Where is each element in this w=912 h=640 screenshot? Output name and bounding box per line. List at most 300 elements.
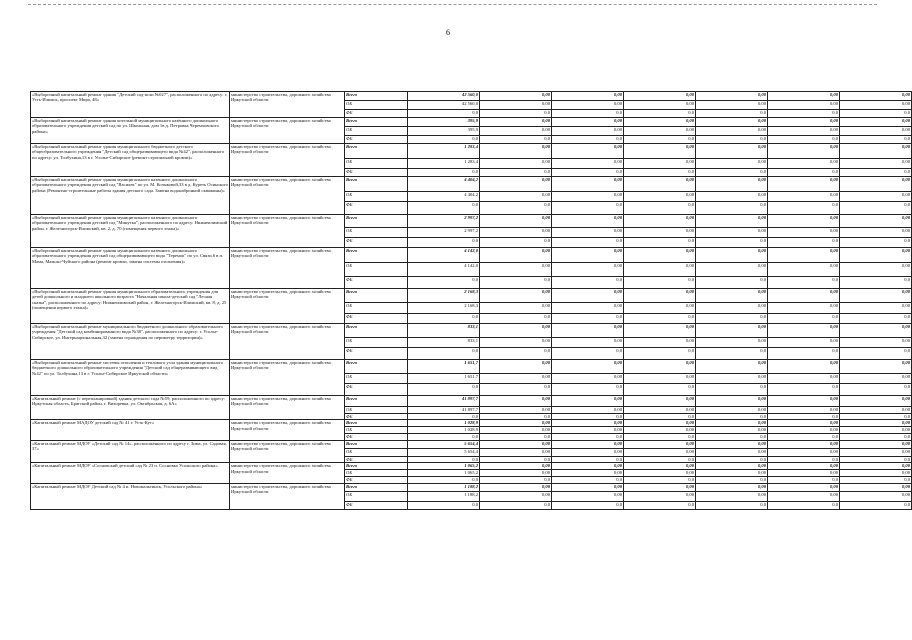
project-total-row (31, 483, 912, 491)
amount-cell: 0,0 (480, 238, 552, 248)
amount-cell: 0,00 (768, 101, 840, 110)
funding-source-label: ФБ (345, 202, 408, 215)
amount-cell: 0,00 (480, 101, 552, 110)
amount-cell: 0,0 (768, 384, 840, 396)
amount-cell: 0,00 (768, 420, 840, 427)
amount-cell: 0,00 (624, 324, 696, 338)
amount-cell: 0,0 (480, 456, 552, 462)
responsible-executor: министерство строительства, дорожного хозяйства Иркутской области (230, 215, 345, 248)
project-total-row (31, 248, 912, 263)
amount-cell: 0,00 (768, 448, 840, 456)
amount-cell: 0,00 (552, 374, 624, 384)
funding-source-label: Всего (345, 420, 408, 427)
scan-edge-rule (28, 4, 877, 5)
funding-source-label: Всего (345, 360, 408, 374)
project-total-row (31, 118, 912, 127)
amount-cell: 0,0 (552, 238, 624, 248)
amount-cell: 0,0 (696, 110, 768, 118)
amount-cell: 0,00 (768, 159, 840, 169)
project-description: «Выборочный капитальный ремонт здания муниципального казенного дошкольного образовательного учреждения детский сад "Минутка", расположенного по адресу: Нижнеилимский район, г. Железногорск-Илимский, кв. 2, д. 70 (помещения первого этажа)» (31, 215, 230, 248)
amount-cell: 0,00 (696, 338, 768, 348)
amount-cell: 0,00 (624, 101, 696, 110)
funding-source-label: ОБ (345, 159, 408, 169)
project-description: «Выборочный капитальный ремонт здания муниципального казенного дошкольного образовательного учреждения детский сад общеразвивающего вида "Теремок" по ул. Связи,6 в п. Мама, Мамско-Чуйского района (ремонт кровли, замена системы отопления)» (31, 248, 230, 289)
amount-cell: 0,00 (624, 374, 696, 384)
amount-cell: 0,0 (696, 348, 768, 360)
amount-cell: 0,00 (624, 289, 696, 303)
amount-cell: 0,00 (840, 215, 912, 228)
amount-cell: 0,0 (696, 277, 768, 289)
amount-cell: 0,00 (552, 192, 624, 202)
responsible-executor: министерство строительства, дорожного хозяйства Иркутской области (230, 289, 345, 324)
amount-cell: 0,00 (480, 159, 552, 169)
project-total-row (31, 360, 912, 374)
amount-cell: 0,00 (624, 470, 696, 477)
amount-cell: 0,0 (480, 477, 552, 483)
amount-cell: 0,00 (480, 248, 552, 263)
amount-cell: 0,00 (696, 483, 768, 491)
amount-cell: 0,00 (624, 192, 696, 202)
amount-cell: 0,0 (480, 277, 552, 289)
amount-cell: 1 065,2 (408, 463, 480, 470)
amount-cell: 0,0 (624, 277, 696, 289)
amount-cell: 0,00 (624, 144, 696, 159)
amount-cell: 0,00 (552, 470, 624, 477)
amount-cell: 0,00 (552, 407, 624, 414)
responsible-executor: министерство строительства, дорожного хозяйства Иркутской области (230, 483, 345, 509)
funding-source-label: Всего (345, 118, 408, 127)
amount-cell: 0,0 (768, 414, 840, 420)
amount-cell: 0,00 (552, 483, 624, 491)
amount-cell: 0,0 (696, 136, 768, 144)
amount-cell: 0,00 (840, 396, 912, 407)
amount-cell: 0,0 (768, 456, 840, 462)
amount-cell: 0,0 (480, 384, 552, 396)
amount-cell: 0,0 (624, 414, 696, 420)
amount-cell: 0,00 (624, 215, 696, 228)
funding-source-label: ФБ (345, 110, 408, 118)
amount-cell: 4 142,0 (408, 248, 480, 263)
amount-cell: 1 028,9 (408, 427, 480, 434)
amount-cell: 0,00 (768, 440, 840, 448)
amount-cell: 0,00 (480, 407, 552, 414)
amount-cell: 0,00 (840, 92, 912, 101)
project-description: «Капитальный ремонт МДОУ «Детский сад № 14», расположенного по адресу г. Зима, ул. Садовая, 37» (31, 440, 230, 462)
amount-cell: 0,00 (624, 448, 696, 456)
funding-source-label: ОБ (345, 338, 408, 348)
amount-cell: 0,00 (840, 303, 912, 314)
amount-cell: 0,00 (480, 215, 552, 228)
amount-cell: 0,00 (768, 289, 840, 303)
responsible-executor: министерство строительства, дорожного хозяйства Иркутской области (230, 324, 345, 360)
amount-cell: 0,00 (696, 248, 768, 263)
amount-cell: 0,0 (768, 348, 840, 360)
amount-cell: 0,0 (696, 384, 768, 396)
project-description: «Выборочный капитальный ремонт здания муниципального казенного дошкольного образовательного учреждения детский сад "Василек" по ул. М. Козыковой,33 в д. Куреть Осинского района (Ремонтно-строительные работы здания детского сада. Замена водонабронной скважины)» (31, 177, 230, 215)
amount-cell: 0,00 (696, 440, 768, 448)
funding-source-label: ФБ (345, 169, 408, 177)
amount-cell: 0,00 (480, 360, 552, 374)
funding-source-label: ОБ (345, 491, 408, 501)
amount-cell: 0,00 (768, 215, 840, 228)
amount-cell: 0,00 (480, 491, 552, 501)
funding-source-label: ОБ (345, 427, 408, 434)
amount-cell: 0,00 (624, 491, 696, 501)
amount-cell: 0,00 (552, 228, 624, 238)
amount-cell: 0,00 (768, 338, 840, 348)
funding-source-label: ФБ (345, 477, 408, 483)
amount-cell: 0,0 (624, 136, 696, 144)
project-total-row (31, 215, 912, 228)
amount-cell: 0,00 (696, 127, 768, 136)
amount-cell: 0,0 (840, 136, 912, 144)
amount-cell: 4 404,2 (408, 192, 480, 202)
amount-cell: 0,00 (624, 463, 696, 470)
funding-source-label: Всего (345, 92, 408, 101)
amount-cell: 0,00 (696, 427, 768, 434)
amount-cell: 0,00 (624, 407, 696, 414)
amount-cell: 0,00 (768, 118, 840, 127)
amount-cell: 0,00 (696, 470, 768, 477)
amount-cell: 0,0 (840, 348, 912, 360)
amount-cell: 0,00 (696, 101, 768, 110)
amount-cell: 0,00 (480, 289, 552, 303)
amount-cell: 0,0 (480, 110, 552, 118)
amount-cell: 0,00 (480, 396, 552, 407)
amount-cell: 0,00 (696, 118, 768, 127)
project-description: «Выборочный капитальный ремонт здания "Детский сад-ясли №027", расположенного по адресу: г. Усть-Илимск, проспект Мира, 48» (31, 92, 230, 118)
amount-cell: 0,00 (768, 303, 840, 314)
amount-cell: 0,0 (408, 414, 480, 420)
amount-cell: 0,00 (624, 440, 696, 448)
amount-cell: 0,0 (768, 434, 840, 440)
responsible-executor: министерство строительства, дорожного хозяйства Иркутской области (230, 360, 345, 396)
amount-cell: 0,00 (696, 396, 768, 407)
funding-source-label: ОБ (345, 448, 408, 456)
amount-cell: 0,00 (840, 374, 912, 384)
amount-cell: 0,0 (840, 314, 912, 324)
amount-cell: 0,00 (552, 92, 624, 101)
amount-cell: 0,00 (696, 177, 768, 192)
funding-source-label: Всего (345, 215, 408, 228)
funding-source-label: ОБ (345, 263, 408, 277)
amount-cell: 41 897,7 (408, 396, 480, 407)
amount-cell: 0,0 (768, 169, 840, 177)
amount-cell: 0,0 (480, 434, 552, 440)
amount-cell: 395,9 (408, 118, 480, 127)
amount-cell: 0,0 (408, 110, 480, 118)
amount-cell: 0,00 (624, 427, 696, 434)
amount-cell: 0,0 (696, 238, 768, 248)
amount-cell: 0,0 (408, 314, 480, 324)
amount-cell: 0,0 (840, 110, 912, 118)
amount-cell: 0,00 (840, 144, 912, 159)
amount-cell: 0,00 (552, 396, 624, 407)
amount-cell: 0,0 (840, 238, 912, 248)
budget-table (30, 91, 912, 510)
amount-cell: 0,00 (768, 324, 840, 338)
responsible-executor: министерство строительства, дорожного хозяйства Иркутской области (230, 396, 345, 420)
project-description: «Капитальный ремонт (с перепланировкой) здания детского сада №59, расположенного по адресу: Иркутская область, Братский район, г. Вихоревка, ул. Октябрьская, д. 6А» (31, 396, 230, 420)
responsible-executor: министерство строительства, дорожного хозяйства Иркутской области (230, 420, 345, 440)
amount-cell: 0,0 (408, 169, 480, 177)
amount-cell: 0,00 (840, 427, 912, 434)
amount-cell: 0,00 (696, 448, 768, 456)
amount-cell: 0,00 (696, 215, 768, 228)
project-total-row (31, 440, 912, 448)
amount-cell: 0,0 (552, 477, 624, 483)
amount-cell: 0,00 (768, 470, 840, 477)
amount-cell: 4 404,2 (408, 177, 480, 192)
project-description: «Капитальный ремонт МДОУ «Сосновский детский сад № 23 п. Сосновка Усольского района» (31, 463, 230, 483)
amount-cell: 0,0 (480, 414, 552, 420)
amount-cell: 0,0 (624, 384, 696, 396)
funding-source-label: ФБ (345, 434, 408, 440)
funding-source-label: ОБ (345, 192, 408, 202)
amount-cell: 0,00 (552, 360, 624, 374)
amount-cell: 0,0 (624, 314, 696, 324)
amount-cell: 0,00 (480, 448, 552, 456)
amount-cell: 0,0 (552, 314, 624, 324)
amount-cell: 0,00 (480, 440, 552, 448)
responsible-executor: министерство строительства, дорожного хозяйства Иркутской области (230, 144, 345, 177)
project-total-row (31, 289, 912, 303)
amount-cell: 0,00 (552, 101, 624, 110)
amount-cell: 0,0 (624, 434, 696, 440)
amount-cell: 0,0 (840, 384, 912, 396)
amount-cell: 0,00 (840, 192, 912, 202)
funding-source-label: ФБ (345, 314, 408, 324)
amount-cell: 0,00 (696, 407, 768, 414)
amount-cell: 0,0 (768, 501, 840, 509)
amount-cell: 0,0 (624, 348, 696, 360)
amount-cell: 0,00 (552, 440, 624, 448)
amount-cell: 0,00 (840, 448, 912, 456)
responsible-executor: министерство строительства, дорожного хозяйства Иркутской области (230, 248, 345, 289)
amount-cell: 0,00 (624, 159, 696, 169)
amount-cell: 0,00 (840, 118, 912, 127)
amount-cell: 0,00 (840, 440, 912, 448)
amount-cell: 0,00 (624, 303, 696, 314)
amount-cell: 0,00 (480, 427, 552, 434)
amount-cell: 0,0 (408, 384, 480, 396)
amount-cell: 0,00 (480, 374, 552, 384)
amount-cell: 0,00 (768, 92, 840, 101)
amount-cell: 0,00 (624, 92, 696, 101)
amount-cell: 0,00 (480, 127, 552, 136)
amount-cell: 0,0 (408, 136, 480, 144)
amount-cell: 0,00 (768, 228, 840, 238)
amount-cell: 0,0 (696, 314, 768, 324)
responsible-executor: министерство строительства, дорожного хозяйства Иркутской области (230, 118, 345, 144)
amount-cell: 0,00 (696, 92, 768, 101)
amount-cell: 0,0 (552, 501, 624, 509)
amount-cell: 5 654,4 (408, 440, 480, 448)
amount-cell: 0,0 (696, 477, 768, 483)
amount-cell: 0,00 (624, 177, 696, 192)
amount-cell: 0,0 (552, 277, 624, 289)
project-total-row (31, 144, 912, 159)
amount-cell: 0,00 (768, 192, 840, 202)
amount-cell: 0,00 (768, 427, 840, 434)
project-description: «Выборочный капитальный ремонт муниципального бюджетного дошкольного образовательного учреждения "Детский сад комбинированного вида №38", расположенного по адресу: г. Усолье-Сибирское, ул. Интернациональная,32 (замена ограждения по периметру территории)» (31, 324, 230, 360)
amount-cell: 0,00 (624, 396, 696, 407)
project-description: «Выборочный капитальный ремонт здания котельной муниципального казённого дошкольного образовательного учреждения детский сад по ул. Школьная, дом 1в д. Петровка Черемховского района» (31, 118, 230, 144)
amount-cell: 0,00 (840, 420, 912, 427)
amount-cell: 0,00 (624, 360, 696, 374)
amount-cell: 0,00 (840, 177, 912, 192)
amount-cell: 1 188,2 (408, 483, 480, 491)
funding-source-label: ФБ (345, 414, 408, 420)
amount-cell: 0,00 (696, 159, 768, 169)
amount-cell: 0,0 (768, 314, 840, 324)
amount-cell: 0,00 (552, 463, 624, 470)
amount-cell: 2 168,3 (408, 289, 480, 303)
amount-cell: 0,0 (408, 238, 480, 248)
amount-cell: 0,00 (552, 289, 624, 303)
amount-cell: 4 142,0 (408, 263, 480, 277)
project-total-row (31, 420, 912, 427)
amount-cell: 0,00 (840, 463, 912, 470)
funding-source-label: Всего (345, 483, 408, 491)
amount-cell: 0,0 (408, 277, 480, 289)
funding-source-label: ФБ (345, 238, 408, 248)
amount-cell: 0,00 (840, 407, 912, 414)
amount-cell: 0,0 (408, 477, 480, 483)
amount-cell: 0,00 (696, 324, 768, 338)
amount-cell: 0,00 (768, 127, 840, 136)
funding-source-label: ФБ (345, 384, 408, 396)
amount-cell: 0,0 (768, 238, 840, 248)
responsible-executor: министерство строительства, дорожного хозяйства Иркутской области (230, 92, 345, 118)
funding-source-label: ФБ (345, 136, 408, 144)
amount-cell: 0,00 (696, 192, 768, 202)
amount-cell: 0,00 (768, 144, 840, 159)
responsible-executor: министерство строительства, дорожного хозяйства Иркутской области (230, 440, 345, 462)
amount-cell: 42 560,0 (408, 101, 480, 110)
amount-cell: 0,00 (624, 118, 696, 127)
amount-cell: 0,0 (840, 477, 912, 483)
funding-source-label: Всего (345, 144, 408, 159)
funding-source-label: Всего (345, 177, 408, 192)
amount-cell: 0,00 (480, 177, 552, 192)
amount-cell: 0,00 (624, 263, 696, 277)
funding-source-label: Всего (345, 248, 408, 263)
amount-cell: 0,0 (480, 202, 552, 215)
amount-cell: 0,0 (408, 501, 480, 509)
amount-cell: 0,00 (480, 470, 552, 477)
page-number: 6 (446, 28, 450, 37)
amount-cell: 2 168,3 (408, 303, 480, 314)
amount-cell: 0,00 (624, 420, 696, 427)
amount-cell: 0,00 (768, 248, 840, 263)
amount-cell: 2 997,2 (408, 228, 480, 238)
amount-cell: 0,00 (624, 248, 696, 263)
amount-cell: 0,00 (552, 338, 624, 348)
amount-cell: 0,00 (552, 263, 624, 277)
project-total-row (31, 463, 912, 470)
amount-cell: 0,00 (768, 407, 840, 414)
amount-cell: 1 283,4 (408, 144, 480, 159)
amount-cell: 0,00 (552, 324, 624, 338)
amount-cell: 0,0 (552, 434, 624, 440)
amount-cell: 0,00 (480, 118, 552, 127)
amount-cell: 0,00 (840, 338, 912, 348)
amount-cell: 0,0 (624, 501, 696, 509)
amount-cell: 0,00 (840, 470, 912, 477)
amount-cell: 0,0 (840, 501, 912, 509)
amount-cell: 0,00 (840, 228, 912, 238)
amount-cell: 0,00 (840, 159, 912, 169)
amount-cell: 0,00 (768, 463, 840, 470)
amount-cell: 0,00 (480, 192, 552, 202)
amount-cell: 0,00 (840, 263, 912, 277)
amount-cell: 0,00 (768, 374, 840, 384)
amount-cell: 0,0 (840, 277, 912, 289)
amount-cell: 0,00 (552, 303, 624, 314)
amount-cell: 0,00 (624, 483, 696, 491)
amount-cell: 0,00 (552, 491, 624, 501)
amount-cell: 833,1 (408, 338, 480, 348)
amount-cell: 0,0 (552, 110, 624, 118)
project-description: «Капитальный ремонт МДОУ Детский сад № 4 п. Новомальтинск, Усольского района» (31, 483, 230, 509)
funding-source-label: ФБ (345, 277, 408, 289)
amount-cell: 0,0 (840, 456, 912, 462)
funding-source-label: ОБ (345, 101, 408, 110)
amount-cell: 0,00 (696, 144, 768, 159)
amount-cell: 0,00 (768, 491, 840, 501)
amount-cell: 1 188,2 (408, 491, 480, 501)
funding-source-label: Всего (345, 324, 408, 338)
amount-cell: 0,00 (552, 420, 624, 427)
responsible-executor: министерство строительства, дорожного хозяйства Иркутской области (230, 463, 345, 483)
amount-cell: 0,00 (768, 396, 840, 407)
amount-cell: 0,00 (768, 263, 840, 277)
amount-cell: 0,00 (552, 177, 624, 192)
amount-cell: 0,0 (408, 456, 480, 462)
amount-cell: 0,00 (768, 483, 840, 491)
amount-cell: 0,0 (552, 136, 624, 144)
amount-cell: 0,00 (480, 263, 552, 277)
amount-cell: 0,00 (696, 420, 768, 427)
amount-cell: 0,0 (696, 202, 768, 215)
amount-cell: 0,0 (624, 169, 696, 177)
amount-cell: 0,0 (480, 314, 552, 324)
amount-cell: 0,0 (696, 501, 768, 509)
amount-cell: 0,0 (696, 456, 768, 462)
amount-cell: 0,0 (408, 202, 480, 215)
amount-cell: 0,00 (840, 324, 912, 338)
amount-cell: 0,00 (552, 427, 624, 434)
amount-cell: 0,0 (552, 384, 624, 396)
amount-cell: 0,00 (696, 360, 768, 374)
project-total-row (31, 324, 912, 338)
amount-cell: 0,0 (696, 434, 768, 440)
funding-source-label: ФБ (345, 501, 408, 509)
amount-cell: 0,0 (552, 414, 624, 420)
amount-cell: 0,00 (696, 228, 768, 238)
amount-cell: 0,0 (480, 501, 552, 509)
amount-cell: 0,00 (624, 228, 696, 238)
project-total-row (31, 177, 912, 192)
amount-cell: 1 028,9 (408, 420, 480, 427)
amount-cell: 0,0 (768, 277, 840, 289)
amount-cell: 0,0 (624, 110, 696, 118)
amount-cell: 0,00 (480, 463, 552, 470)
amount-cell: 0,00 (840, 289, 912, 303)
funding-source-label: ФБ (345, 456, 408, 462)
amount-cell: 0,00 (840, 101, 912, 110)
